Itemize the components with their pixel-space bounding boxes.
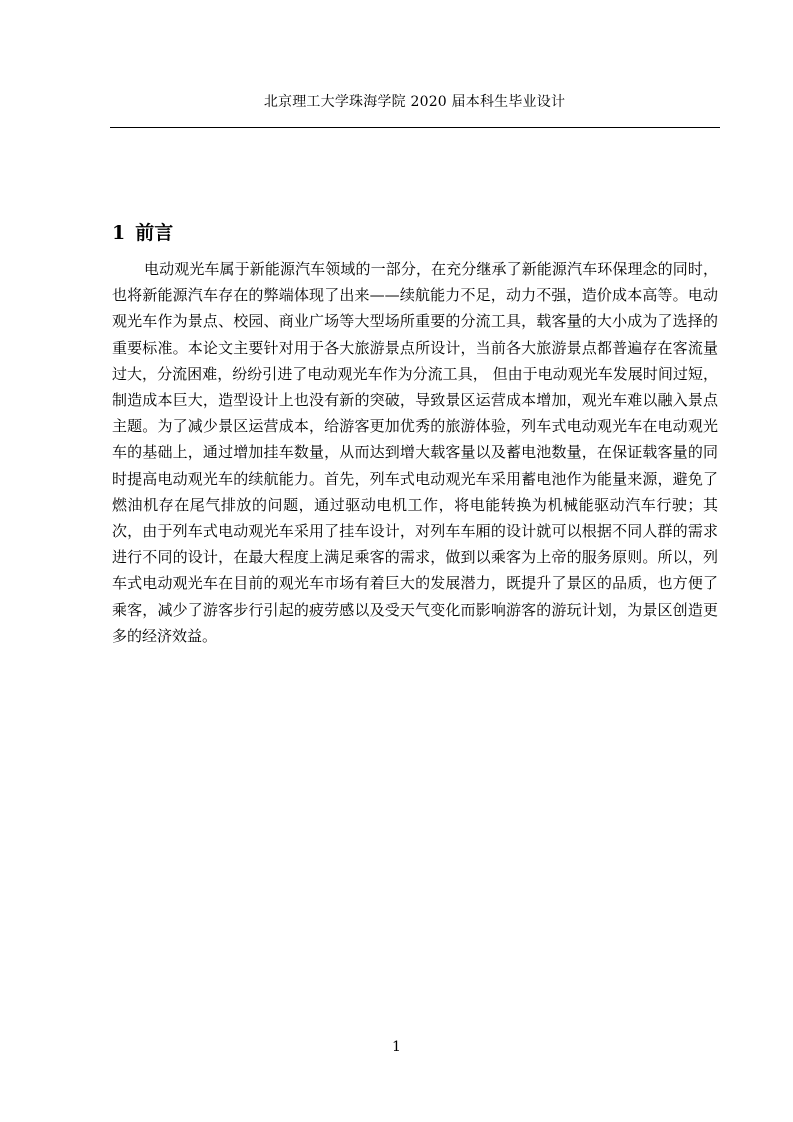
running-header: 北京理工大学珠海学院 2020 届本科生毕业设计 [263,94,566,110]
body-paragraph: 电动观光车属于新能源汽车领域的一部分，在充分继承了新能源汽车环保理念的同时，也将新能源汽车存在的弊端体现了出来——续航能力不足，动力不强，造价成本高等。电动观光车作为景点、校园、商业广场等大型场所重要的分流工具，载客量的大小成为了选择的重要标准。本论文主要针对用于各大旅游景点所设计，当前各大旅游景点都普遍存在客流量过大，分流困难，纷纷引进了电动观光车作为分流工具， 但由于电动观光车发展时间过短，制造成本巨大，造型设计上也没有新的突破，导致景区运营成本增加，观光车难以融入景点主题。为了减少景区运营成本，给游客更加优秀的旅游体验，列车式电动观光车在电动观光车的基础上，通过增加挂车数量，从而达到增大载客量以及蓄电池数量，在保证载客量的同时提高电动观光车的续航能力。首先，列车式电动观光车采用蓄电池作为能量来源，避免了燃油机存在尾气排放的问题，通过驱动电机工作，将电能转换为机械能驱动汽车行驶；其次，由于列车式电动观光车采用了挂车设计，对列车车厢的设计就可以根据不同人群的需求进行不同的设计，在最大程度上满足乘客的需求，做到以乘客为上帝的服务原则。所以，列车式电动观光车在目前的观光车市场有着巨大的发展潜力，既提升了景区的品质，也方便了乘客，减少了游客步行引起的疲劳感以及受天气变化而影响游客的游玩计划，为景区创造更多的经济效益。 [112,260,718,645]
section-heading [112,220,173,246]
section-number: 1 [112,222,126,244]
page-number: 1 [392,1039,401,1055]
section-title: 前言 [135,222,174,244]
header-divider [110,127,720,128]
